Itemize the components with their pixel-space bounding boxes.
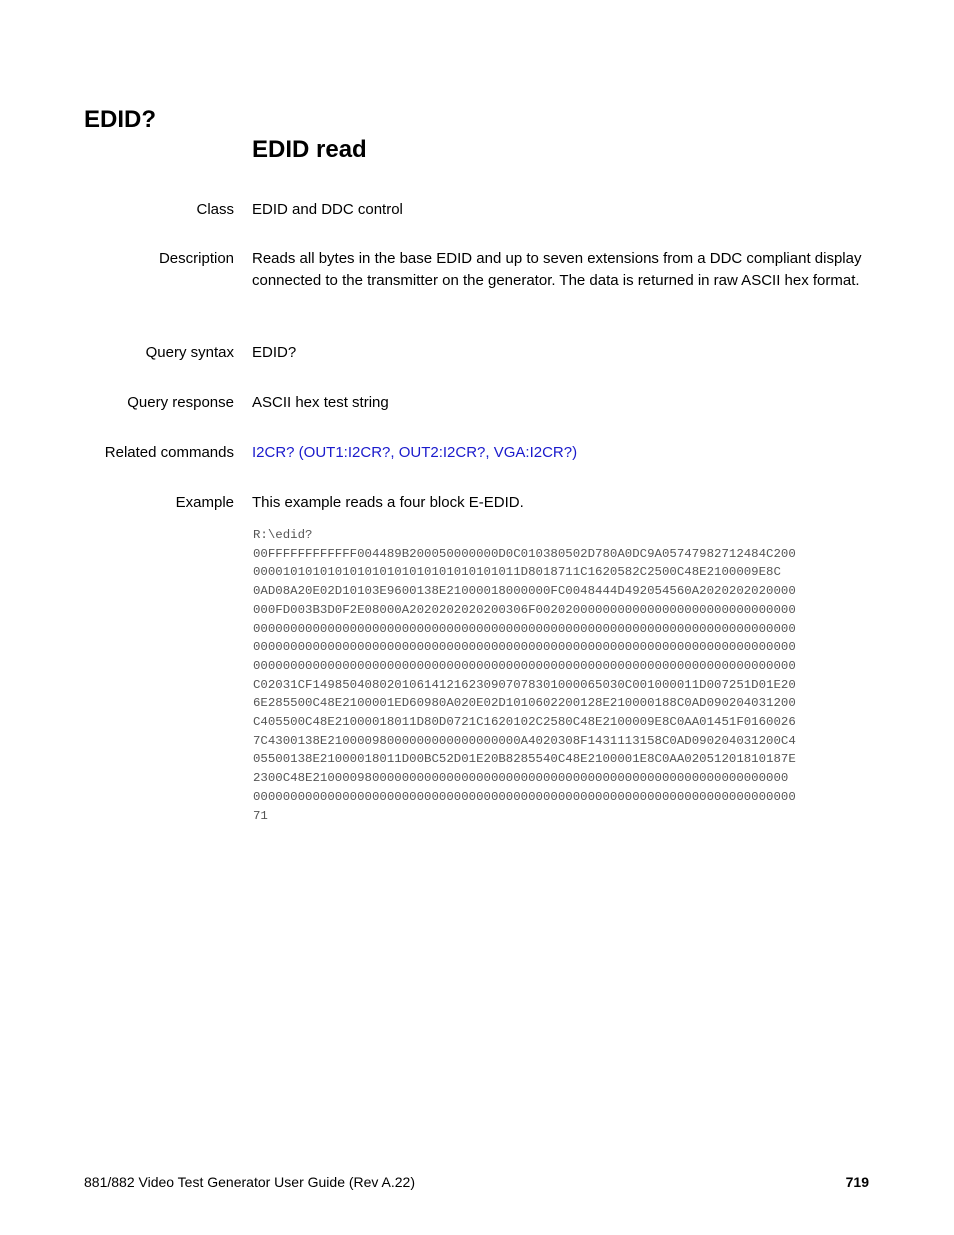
code-line: 05500138E21000018011D00BC52D01E20B8285540C48E2100001E8C0AA02051201810187E [253, 752, 796, 767]
example-code-block [253, 526, 796, 825]
code-line: 00FFFFFFFFFFFF004489B200050000000D0C010380502D780A0DC9A05747982712484C200 [253, 546, 796, 561]
code-line: 6E285500C48E2100001ED60980A020E02D1010602200128E210000188C0AD090204031200 [253, 696, 796, 711]
code-line: C405500C48E21000018011D80D0721C1620102C2580C48E2100009E8C0AA01451F0160026 [253, 715, 796, 730]
class-value: EDID and DDC control [252, 201, 403, 218]
query-syntax-value: EDID? [252, 344, 297, 361]
footer-doc-title: 881/882 Video Test Generator User Guide (Rev A.22) [84, 1174, 416, 1190]
code-line: 0AD08A20E02D10103E9600138E21000018000000FC0048444D492054560A2020202020000 [253, 584, 796, 599]
command-heading: EDID? [84, 106, 156, 133]
code-line: 000010101010101010101010101010101011D8018711C1620582C2500C48E2100009E8C [253, 565, 781, 580]
code-line: 0000000000000000000000000000000000000000000000000000000000000000000000000 [253, 640, 796, 655]
code-line: 7C4300138E21000098000000000000000000A4020308F1431113158C0AD090204031200C4 [253, 733, 796, 748]
footer-page-number: 719 [845, 1174, 869, 1190]
related-commands-label: Related commands [104, 444, 234, 461]
code-line: 2300C48E2100009800000000000000000000000000000000000000000000000000000000 [253, 771, 789, 786]
description-value: Reads all bytes in the base EDID and up to seven extensions from a DDC compliant display connected to the transmitter on the generator. The data is returned in raw ASCII hex format. [252, 250, 862, 289]
example-value: This example reads a four block E-EDID. [252, 494, 524, 511]
code-line: C02031CF149850408020106141216230907078301000065030C001000011D007251D01E20 [253, 677, 796, 692]
command-title: EDID read [252, 136, 367, 163]
code-line: 0000000000000000000000000000000000000000000000000000000000000000000000000 [253, 658, 796, 673]
query-response-label: Query response [127, 394, 234, 411]
example-label: Example [175, 494, 234, 511]
code-line: 000FD003B3D0F2E08000A2020202020200306F00202000000000000000000000000000000 [253, 602, 796, 617]
code-line: 0000000000000000000000000000000000000000000000000000000000000000000000000 [253, 789, 796, 804]
class-label: Class [196, 201, 234, 218]
description-label: Description [158, 250, 234, 267]
code-line: 71 [253, 808, 268, 823]
query-syntax-label: Query syntax [145, 344, 234, 361]
query-response-value: ASCII hex test string [252, 394, 389, 411]
code-line: R:\edid? [253, 528, 313, 542]
code-line: 0000000000000000000000000000000000000000000000000000000000000000000000000 [253, 621, 796, 636]
related-commands-link[interactable]: I2CR? (OUT1:I2CR?, OUT2:I2CR?, VGA:I2CR?) [252, 444, 578, 461]
